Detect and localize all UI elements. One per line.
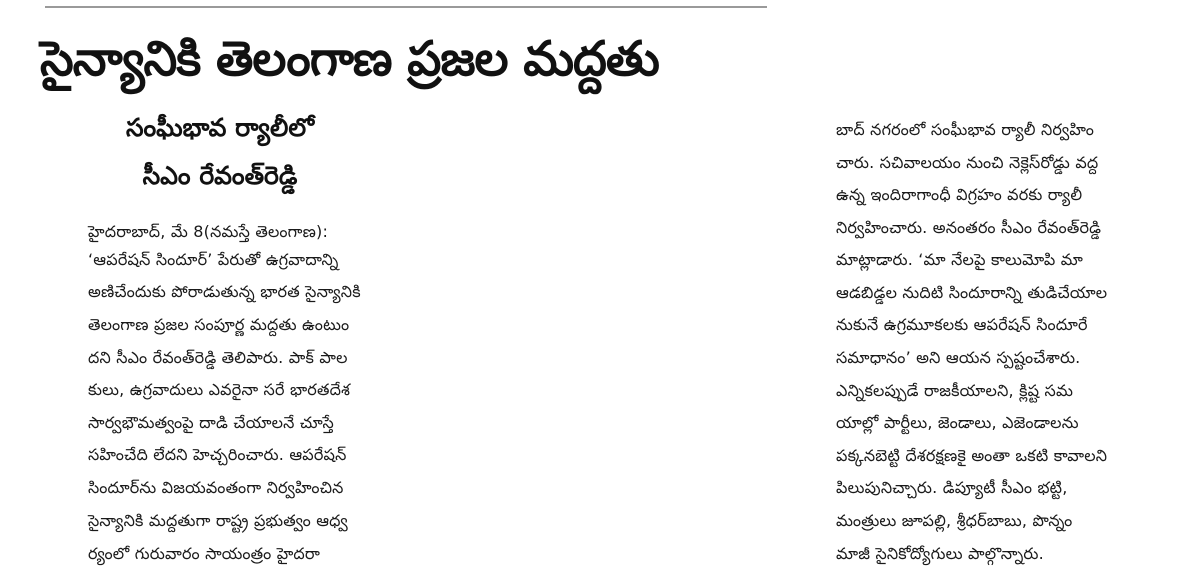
right-column-line: పక్కనబెట్టి దేశరక్షణకై అంతా ఒకటి కావాలని bbox=[836, 446, 1108, 465]
subheadline-line-1: సంఘీభావ ర్యాలీలో bbox=[125, 113, 315, 142]
left-column-line: తెలంగాణ ప్రజల సంపూర్ణ మద్దతు ఉంటుం bbox=[88, 315, 350, 334]
right-column-line: నుకునే ఉగ్రమూకలకు ఆపరేషన్ సిందూరే bbox=[836, 315, 1088, 334]
right-column-line: ఎన్నికలప్పుడే రాజకీయాలని, క్లిష్ట సమ bbox=[836, 381, 1074, 400]
right-column-line: చారు. సచివాలయం నుంచి నెక్లెస్‌రోడ్డు వద్ద bbox=[836, 153, 1099, 172]
left-column-line: సహించేది లేదని హెచ్చరించారు. ఆపరేషన్ bbox=[88, 445, 347, 464]
right-column-line: యాల్లో పార్టీలు, జెండాలు, ఎజెండాలను bbox=[836, 413, 1079, 432]
left-column-line: సైన్యానికి మద్దతుగా రాష్ట్ర ప్రభుత్వం ఆధ్వ bbox=[88, 511, 348, 530]
right-column-line: మాట్లాడారు. ‘మా నేలపై కాలుమోపి మా bbox=[836, 250, 1083, 269]
headline: సైన్యానికి తెలంగాణ ప్రజల మద్దతు bbox=[40, 31, 659, 87]
top-rule bbox=[45, 6, 767, 8]
right-column-line: బాద్ నగరంలో సంఘీభావ ర్యాలీ నిర్వహిం bbox=[836, 120, 1095, 139]
left-column-line: దని సీఎం రేవంత్‌రెడ్డి తెలిపారు. పాక్ పాల bbox=[88, 348, 348, 367]
subheadline-line-2: సీఎం రేవంత్‌రెడ్డి bbox=[142, 161, 298, 190]
left-column-line: అణిచేందుకు పోరాడుతున్న భారత సైన్యానికి bbox=[88, 282, 361, 301]
left-column-line: ర్యంలో గురువారం సాయంత్రం హైదరా bbox=[88, 544, 321, 563]
left-column-line: సిందూర్‌ను విజయవంతంగా నిర్వహించిన bbox=[88, 478, 344, 497]
right-column-line: ఆడబిడ్డల నుదిటి సిందూరాన్ని తుడిచేయాల bbox=[836, 283, 1108, 302]
right-column-line: సమాధానం’ అని ఆయన స్పష్టంచేశారు. bbox=[836, 348, 1081, 367]
right-column-line: పిలుపునిచ్చారు. డిప్యూటీ సీఎం భట్టి, bbox=[836, 478, 1068, 497]
left-column-line: హైదరాబాద్, మే 8(నమస్తే తెలంగాణ): bbox=[88, 222, 329, 241]
left-column-line: సార్వభౌమత్వంపై దాడి చేయాలనే చూస్తే bbox=[88, 413, 334, 432]
right-column-line: ఉన్న ఇందిరాగాంధీ విగ్రహం వరకు ర్యాలీ bbox=[836, 185, 1083, 204]
right-column-line: మంత్రులు జూపల్లి, శ్రీధర్‌బాబు, పొన్నం bbox=[836, 511, 1073, 530]
left-column-line: ‘ఆపరేషన్ సిందూర్’ పేరుతో ఉగ్రవాదాన్ని bbox=[88, 250, 339, 269]
right-column-line: నిర్వహించారు. అనంతరం సీఎం రేవంత్‌రెడ్డి bbox=[836, 218, 1102, 237]
right-column-line: మాజీ సైనికోద్యోగులు పాల్గొన్నారు. bbox=[836, 544, 1044, 563]
left-column-line: కులు, ఉగ్రవాదులు ఎవరైనా సరే భారతదేశ bbox=[88, 380, 351, 399]
